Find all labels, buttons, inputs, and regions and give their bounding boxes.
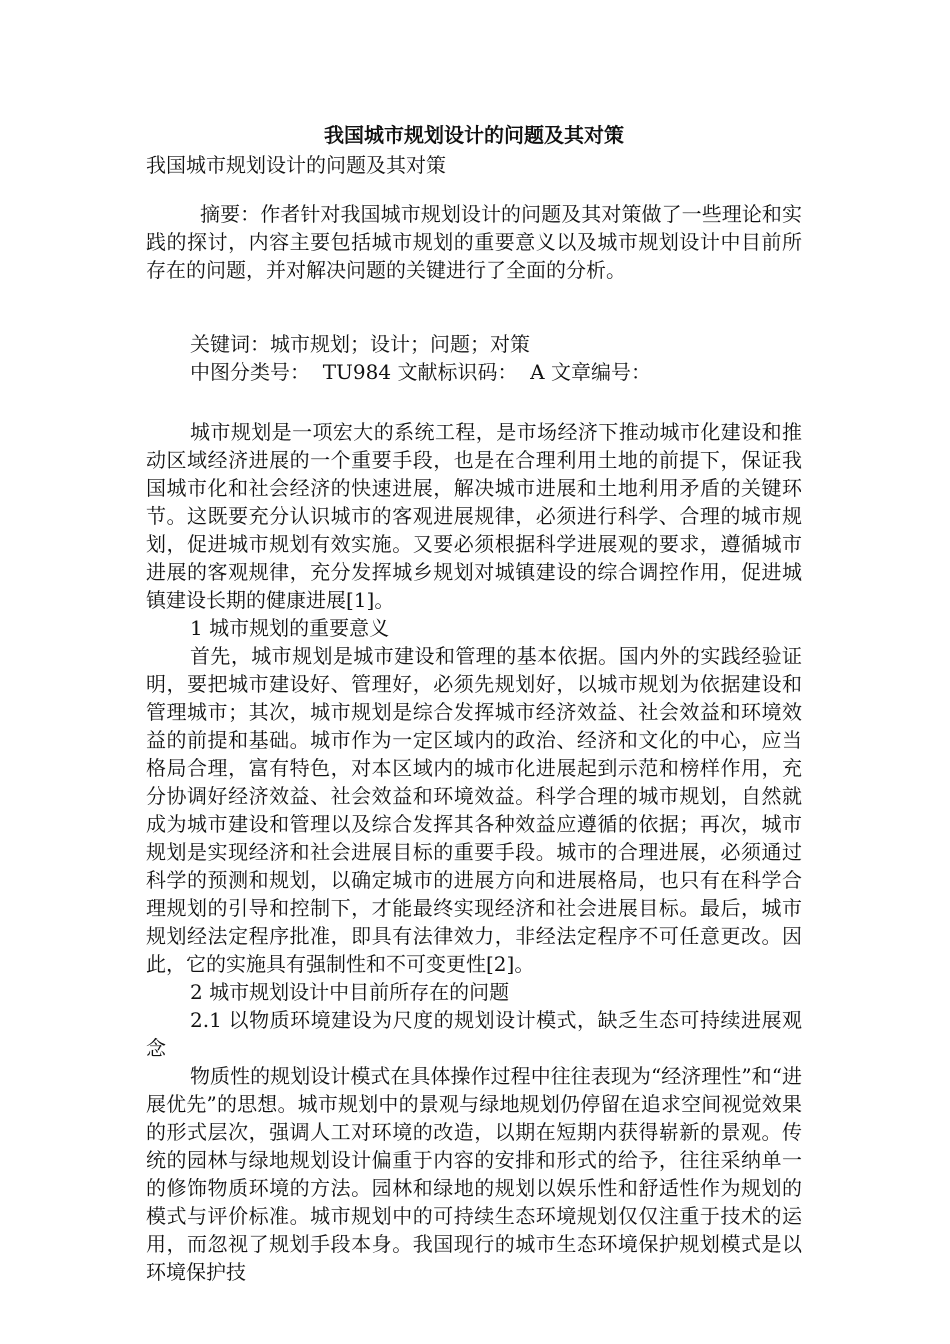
keywords-line: 关键词：城市规划；设计；问题；对策: [190, 332, 530, 356]
intro-paragraph: 城市规划是一项宏大的系统工程，是市场经济下推动城市化建设和推动区域经济进展的一个重要手段，也是在合理利用土地的前提下，保证我国城市化和社会经济的快速进展，解决城市进展和土地利用矛盾的关键环节。这既要充分认识城市的客观进展规律，必须进行科学、合理的城市规划，促进城市规划有效实施。又要必须根据科学进展观的要求，遵循城市进展的客观规律，充分发挥城乡规划对城镇建设的综合调控作用，促进城镇建设长期的健康进展[1]。: [146, 420, 802, 612]
abstract-paragraph: 摘要：作者针对我国城市规划设计的问题及其对策做了一些理论和实践的探讨，内容主要包括城市规划的重要意义以及城市规划设计中目前所存在的问题，并对解决问题的关键进行了全面的分析。: [146, 202, 802, 282]
classification-line: 中图分类号： TU984 文献标识码： A 文章编号：: [190, 360, 651, 384]
section-1-paragraph: 首先，城市规划是城市建设和管理的基本依据。国内外的实践经验证明，要把城市建设好、管理好，必须先规划好，以城市规划为依据建设和管理城市；其次，城市规划是综合发挥城市经济效益、社会效益和环境效益的前提和基础。城市作为一定区域内的政治、经济和文化的中心，应当格局合理，富有特色，对本区域内的城市化进展起到示范和榜样作用，充分协调好经济效益、社会效益和环境效益。科学合理的城市规划，自然就成为城市建设和管理以及综合发挥其各种效益应遵循的依据；再次，城市规划是实现经济和社会进展目标的重要手段。城市的合理进展，必须通过科学的预测和规划，以确定城市的进展方向和进展格局，也只有在科学合理规划的引导和控制下，才能最终实现经济和社会进展目标。最后，城市规划经法定程序批准，即具有法律效力，非经法定程序不可任意更改。因此，它的实施具有强制性和不可变更性[2]。: [146, 644, 802, 976]
section-2-heading: 2 城市规划设计中目前所存在的问题: [190, 980, 510, 1004]
section-2-1-paragraph: 物质性的规划设计模式在具体操作过程中往往表现为“经济理性”和“进展优先”的思想。城市规划中的景观与绿地规划仍停留在追求空间视觉效果的形式层次，强调人工对环境的改造，以期在短期内获得崭新的景观。传统的园林与绿地规划设计偏重于内容的安排和形式的给予，往往采纳单一的修饰物质环境的方法。园林和绿地的规划以娱乐性和舒适性作为规划的模式与评价标准。城市规划中的可持续生态环境规划仅仅注重于技术的运用，而忽视了规划手段本身。我国现行的城市生态环境保护规划模式是以环境保护技: [146, 1064, 802, 1284]
section-1-heading: 1 城市规划的重要意义: [190, 616, 390, 640]
document-subtitle: 我国城市规划设计的问题及其对策: [146, 153, 446, 177]
section-2-1-heading: 2.1 以物质环境建设为尺度的规划设计模式，缺乏生态可持续进展观念: [146, 1008, 802, 1060]
document-page: [146, 120, 802, 1286]
document-title: 我国城市规划设计的问题及其对策: [324, 123, 624, 147]
